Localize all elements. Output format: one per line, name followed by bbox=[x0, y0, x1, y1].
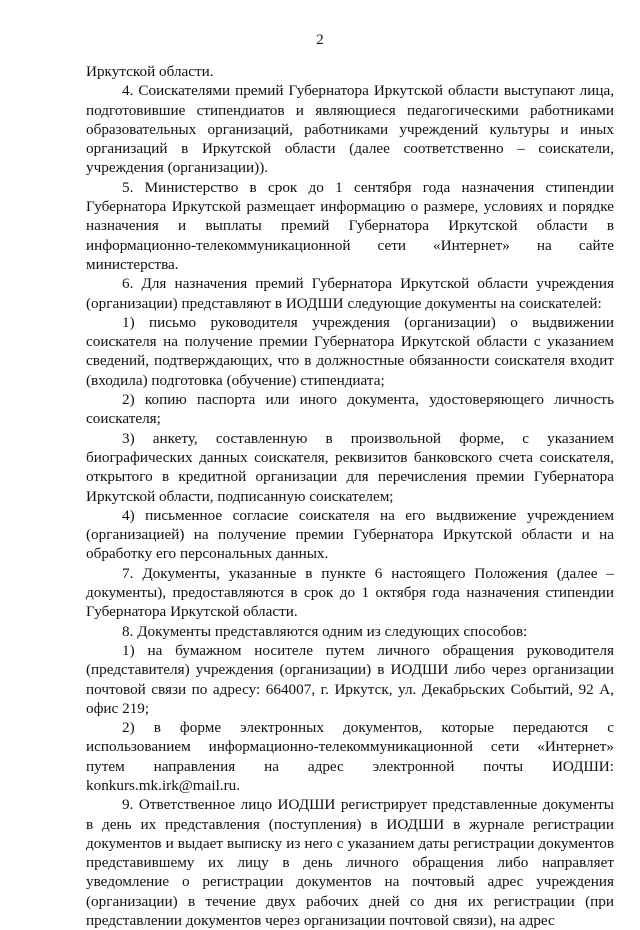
paragraph-6-item-2: 2) копию паспорта или иного документа, удостоверяющего личность соискателя; bbox=[86, 391, 614, 428]
paragraph-6-item-4: 4) письменное согласие соискателя на его выдвижение учреждением (организацией) на получение премии Губернатора Иркутской области и на обработку его персональных данных. bbox=[86, 506, 614, 563]
paragraph-8-item-1: 1) на бумажном носителе путем личного обращения руководителя (представителя) учреждения (организации) в ИОДШИ либо через организации почтовой связи по адресу: 664007, г. Иркутск, ул. Декабрьских Событий, 92 А, офис 219; bbox=[86, 641, 614, 717]
paragraph-7: 7. Документы, указанные в пункте 6 настоящего Положения (далее – документы), предоставляются в срок до 1 октября года назначения стипендии Губернатора Иркутской области. bbox=[86, 564, 614, 621]
paragraph-continuation: Иркутской области. bbox=[86, 63, 214, 80]
paragraph-4: 4. Соискателями премий Губернатора Иркутской области выступают лица, подготовившие стипендиатов и являющиеся педагогическими работниками образовательных организаций, работниками учреждений культуры и иных организаций в Иркутской области (далее соответственно – соискатели, учреждения (организации)). bbox=[86, 82, 614, 177]
paragraph-6-item-1: 1) письмо руководителя учреждения (организации) о выдвижении соискателя на получение премии Губернатора Иркутской области с указанием сведений, подтверждающих, что в должностные обязанности соискателя входит (входила) подготовка (обучение) стипендиата; bbox=[86, 313, 614, 389]
paragraph-9: 9. Ответственное лицо ИОДШИ регистрирует представленные документы в день их представления (поступления) в ИОДШИ в журнале регистрации документов и выдает выписку из него с указанием даты регистрации документов представившему их лицу в день личного обращения либо направляет уведомление о регистрации документов на почтовый адрес учреждения (организации) в течение двух рабочих дней со дня их регистрации (при представлении документов через организации почтовой связи), на адрес bbox=[86, 796, 614, 930]
document-body bbox=[86, 62, 614, 930]
paragraph-6-item-3: 3) анкету, составленную в произвольной форме, с указанием биографических данных соискателя, реквизитов банковского счета соискателя, открытого в кредитной организации для перечисления премии Губернатора Иркутской области, подписанную соискателем; bbox=[86, 429, 614, 505]
paragraph-8-item-2: 2) в форме электронных документов, которые передаются с использованием информационно-телекоммуникационной сети «Интернет» путем направления на адрес электронной почты ИОДШИ: konkurs.mk.irk@mail.ru. bbox=[86, 719, 614, 794]
paragraph-5: 5. Министерство в срок до 1 сентября года назначения стипендии Губернатора Иркутской размещает информацию о размере, условиях и порядке назначения и выплаты премий Губернатора Иркутской области в информационно-телекоммуникационной сети «Интернет» на сайте министерства. bbox=[86, 178, 614, 273]
paragraph-8: 8. Документы представляются одним из следующих способов: bbox=[122, 622, 528, 640]
page-number: 2 bbox=[316, 32, 324, 48]
paragraph-6: 6. Для назначения премий Губернатора Иркутской области учреждения (организации) представляют в ИОДШИ следующие документы на соискателей: bbox=[86, 275, 614, 312]
